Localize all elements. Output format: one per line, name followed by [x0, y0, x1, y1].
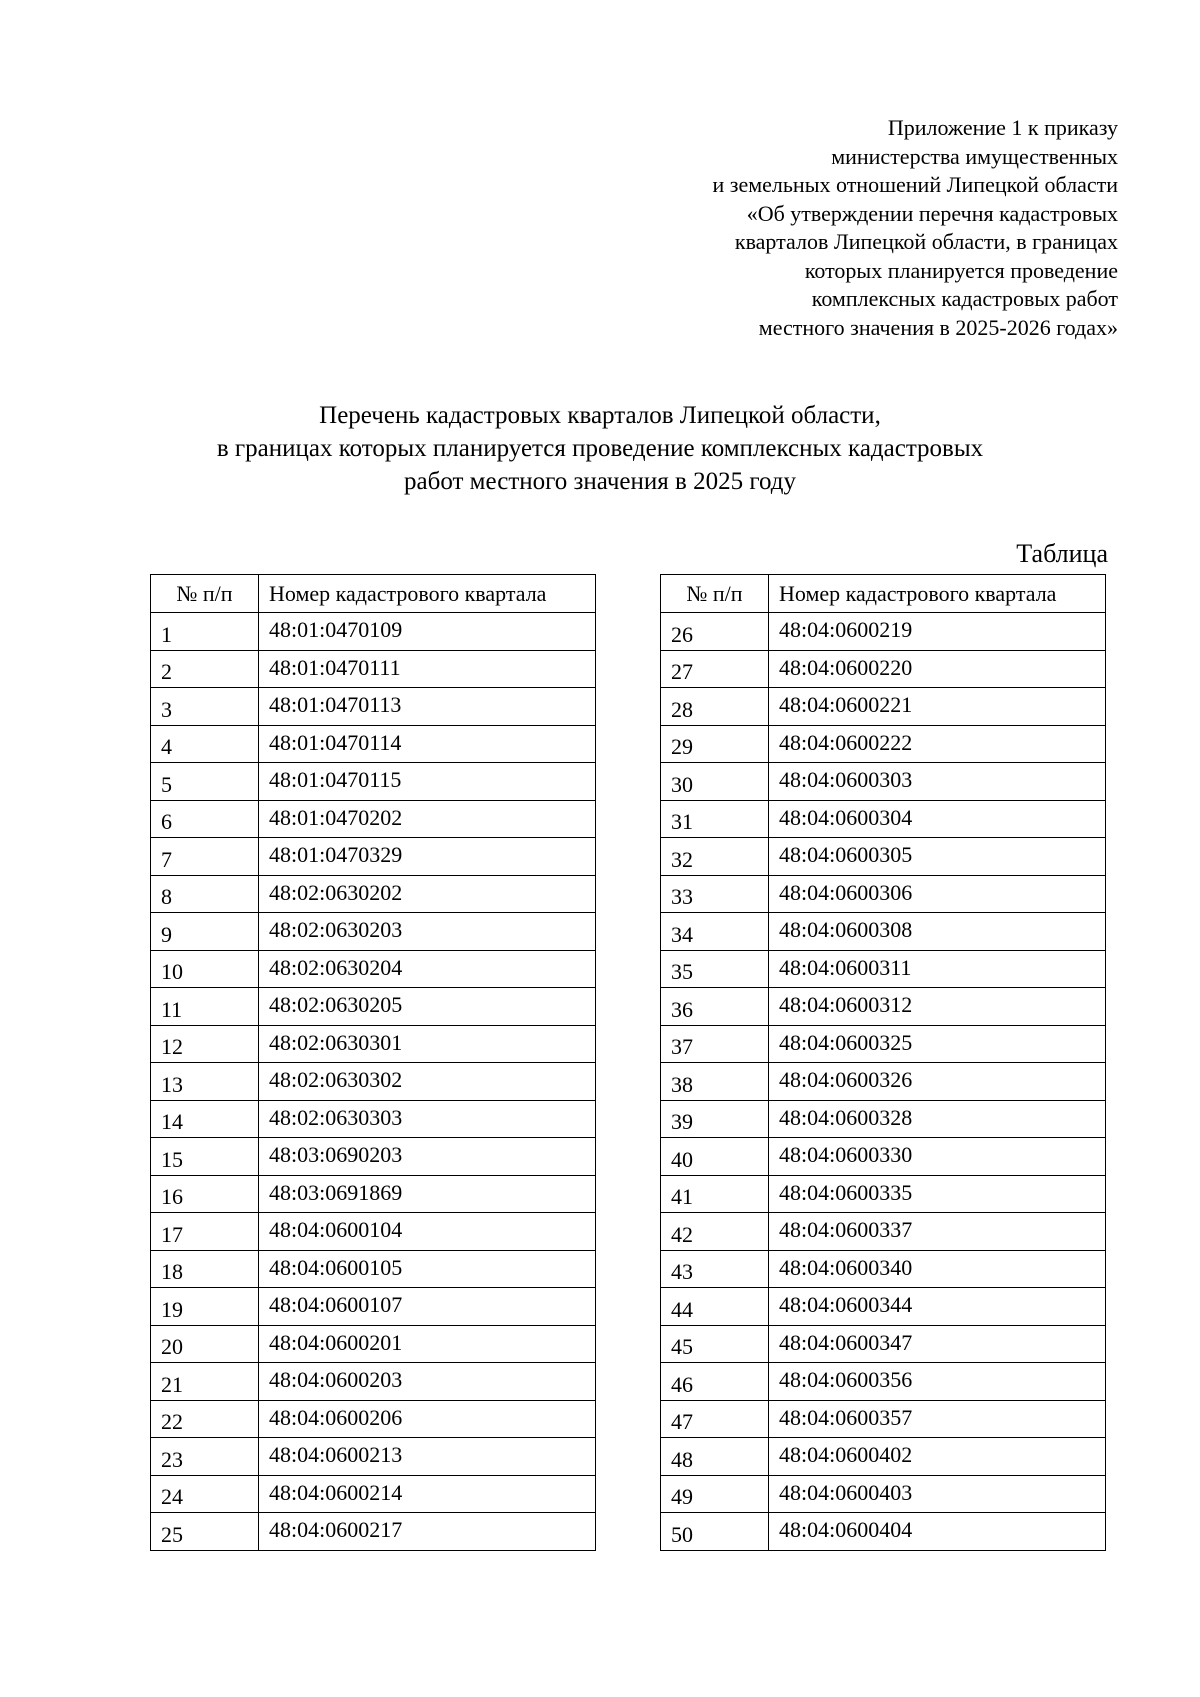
table-row	[661, 1213, 1106, 1251]
appendix-line: и земельных отношений Липецкой области	[712, 172, 1118, 197]
table-row	[661, 1175, 1106, 1213]
table-row	[151, 1288, 596, 1326]
row-number: 1	[151, 613, 259, 651]
cadastral-number: 48:04:0600304	[769, 800, 1106, 838]
title-line: Перечень кадастровых кварталов Липецкой области,	[319, 402, 881, 429]
row-number: 19	[151, 1288, 259, 1326]
cadastral-number: 48:02:0630202	[259, 875, 596, 913]
row-number: 40	[661, 1138, 769, 1176]
table-row	[661, 1138, 1106, 1176]
appendix-line: местного значения в 2025-2026 годах»	[758, 314, 1118, 340]
cadastral-number: 48:04:0600404	[769, 1513, 1106, 1551]
cadastral-number: 48:04:0600357	[769, 1400, 1106, 1438]
cadastral-number: 48:04:0600203	[259, 1363, 596, 1401]
table-row	[661, 1288, 1106, 1326]
table-row	[661, 1363, 1106, 1401]
cadastral-number: 48:02:0630303	[259, 1100, 596, 1138]
cadastral-number: 48:04:0600335	[769, 1175, 1106, 1213]
cadastral-number: 48:01:0470109	[259, 613, 596, 651]
title-line: в границах которых планируется проведение комплексных кадастровых	[216, 435, 984, 462]
table-row	[661, 988, 1106, 1026]
table-row	[661, 650, 1106, 688]
cadastral-number: 48:02:0630205	[259, 988, 596, 1026]
document-title	[130, 399, 1070, 498]
cadastral-number: 48:04:0600308	[769, 913, 1106, 951]
cadastral-number: 48:01:0470329	[259, 838, 596, 876]
row-number: 5	[151, 763, 259, 801]
table-row	[151, 763, 596, 801]
row-number: 47	[661, 1400, 769, 1438]
row-number: 50	[661, 1513, 769, 1551]
row-number: 42	[661, 1213, 769, 1251]
appendix-line: комплексных кадастровых работ	[811, 286, 1118, 311]
cadastral-number: 48:04:0600206	[259, 1400, 596, 1438]
cadastral-number: 48:04:0600217	[259, 1513, 596, 1551]
table-row	[151, 1250, 596, 1288]
cadastral-number: 48:04:0600214	[259, 1475, 596, 1513]
row-number: 25	[151, 1513, 259, 1551]
table-row	[151, 1213, 596, 1251]
row-number: 4	[151, 725, 259, 763]
cadastral-number: 48:04:0600219	[769, 613, 1106, 651]
cadastral-number: 48:04:0600104	[259, 1213, 596, 1251]
cadastral-table-left	[150, 574, 596, 1551]
cadastral-number: 48:04:0600303	[769, 763, 1106, 801]
row-number: 29	[661, 725, 769, 763]
table-row	[151, 1063, 596, 1101]
cadastral-number: 48:02:0630203	[259, 913, 596, 951]
cadastral-number: 48:01:0470115	[259, 763, 596, 801]
row-number: 18	[151, 1250, 259, 1288]
table-row	[661, 1400, 1106, 1438]
cadastral-number: 48:04:0600325	[769, 1025, 1106, 1063]
cadastral-number: 48:04:0600402	[769, 1438, 1106, 1476]
table-row	[151, 838, 596, 876]
table-row	[151, 1400, 596, 1438]
cadastral-number: 48:04:0600220	[769, 650, 1106, 688]
cadastral-number: 48:04:0600221	[769, 688, 1106, 726]
table-row	[151, 725, 596, 763]
cadastral-number: 48:04:0600340	[769, 1250, 1106, 1288]
cadastral-number: 48:03:0691869	[259, 1175, 596, 1213]
row-number: 3	[151, 688, 259, 726]
row-number: 13	[151, 1063, 259, 1101]
cadastral-number: 48:01:0470113	[259, 688, 596, 726]
table-caption: Таблица	[1016, 539, 1108, 568]
cadastral-number: 48:04:0600306	[769, 875, 1106, 913]
table-row	[151, 800, 596, 838]
cadastral-number: 48:04:0600213	[259, 1438, 596, 1476]
table-row	[661, 838, 1106, 876]
row-number: 9	[151, 913, 259, 951]
table-row	[661, 950, 1106, 988]
cadastral-number: 48:04:0600105	[259, 1250, 596, 1288]
table-row	[151, 875, 596, 913]
row-number: 37	[661, 1025, 769, 1063]
row-number: 43	[661, 1250, 769, 1288]
appendix-header	[558, 114, 1118, 342]
cadastral-number: 48:02:0630302	[259, 1063, 596, 1101]
row-number: 11	[151, 988, 259, 1026]
cadastral-number: 48:04:0600305	[769, 838, 1106, 876]
cadastral-number: 48:01:0470111	[259, 650, 596, 688]
row-number: 38	[661, 1063, 769, 1101]
header-cadastral-number: Номер кадастрового квартала	[259, 575, 596, 613]
row-number: 26	[661, 613, 769, 651]
row-number: 30	[661, 763, 769, 801]
appendix-line: кварталов Липецкой области, в границах	[734, 229, 1118, 254]
table-row	[151, 1175, 596, 1213]
cadastral-number: 48:04:0600328	[769, 1100, 1106, 1138]
row-number: 49	[661, 1475, 769, 1513]
table-row	[661, 1100, 1106, 1138]
row-number: 39	[661, 1100, 769, 1138]
cadastral-number: 48:04:0600222	[769, 725, 1106, 763]
cadastral-number: 48:04:0600201	[259, 1325, 596, 1363]
table-row	[151, 988, 596, 1026]
row-number: 34	[661, 913, 769, 951]
appendix-line: Приложение 1 к приказу	[887, 115, 1118, 140]
row-number: 7	[151, 838, 259, 876]
table-row	[151, 613, 596, 651]
row-number: 12	[151, 1025, 259, 1063]
table-row	[151, 913, 596, 951]
row-number: 44	[661, 1288, 769, 1326]
appendix-line: министерства имущественных	[831, 143, 1118, 169]
table-row	[661, 1063, 1106, 1101]
cadastral-number: 48:04:0600356	[769, 1363, 1106, 1401]
table-row	[151, 1475, 596, 1513]
cadastral-number: 48:04:0600107	[259, 1288, 596, 1326]
cadastral-number: 48:04:0600330	[769, 1138, 1106, 1176]
row-number: 33	[661, 875, 769, 913]
cadastral-number: 48:04:0600344	[769, 1288, 1106, 1326]
row-number: 32	[661, 838, 769, 876]
row-number: 27	[661, 650, 769, 688]
appendix-line: которых планируется проведение	[804, 257, 1118, 283]
row-number: 22	[151, 1400, 259, 1438]
cadastral-number: 48:04:0600326	[769, 1063, 1106, 1101]
table-header-row	[661, 575, 1106, 613]
row-number: 15	[151, 1138, 259, 1176]
row-number: 17	[151, 1213, 259, 1251]
row-number: 8	[151, 875, 259, 913]
table-row	[151, 1138, 596, 1176]
row-number: 21	[151, 1363, 259, 1401]
header-cadastral-number: Номер кадастрового квартала	[769, 575, 1106, 613]
cadastral-number: 48:02:0630301	[259, 1025, 596, 1063]
table-row	[661, 1475, 1106, 1513]
row-number: 16	[151, 1175, 259, 1213]
table-row	[661, 613, 1106, 651]
title-line: работ местного значения в 2025 году	[404, 468, 796, 495]
table-row	[661, 875, 1106, 913]
table-row	[661, 725, 1106, 763]
table-row	[151, 1363, 596, 1401]
row-number: 35	[661, 950, 769, 988]
table-row	[151, 1100, 596, 1138]
cadastral-number: 48:02:0630204	[259, 950, 596, 988]
table-row	[661, 1325, 1106, 1363]
cadastral-table-right	[660, 574, 1106, 1551]
cadastral-number: 48:04:0600403	[769, 1475, 1106, 1513]
table-row	[661, 1250, 1106, 1288]
appendix-line: «Об утверждении перечня кадастровых	[746, 200, 1118, 226]
table-row	[661, 763, 1106, 801]
row-number: 45	[661, 1325, 769, 1363]
row-number: 2	[151, 650, 259, 688]
row-number: 41	[661, 1175, 769, 1213]
row-number: 28	[661, 688, 769, 726]
table-row	[151, 1025, 596, 1063]
cadastral-number: 48:01:0470202	[259, 800, 596, 838]
row-number: 46	[661, 1363, 769, 1401]
table-row	[151, 650, 596, 688]
row-number: 14	[151, 1100, 259, 1138]
header-number: № п/п	[151, 575, 259, 613]
cadastral-number: 48:04:0600347	[769, 1325, 1106, 1363]
cadastral-number: 48:04:0600337	[769, 1213, 1106, 1251]
table-row	[661, 800, 1106, 838]
row-number: 23	[151, 1438, 259, 1476]
table-row	[151, 1513, 596, 1551]
row-number: 6	[151, 800, 259, 838]
table-row	[151, 688, 596, 726]
table-row	[661, 913, 1106, 951]
cadastral-number: 48:04:0600312	[769, 988, 1106, 1026]
cadastral-number: 48:04:0600311	[769, 950, 1106, 988]
table-row	[661, 1025, 1106, 1063]
row-number: 10	[151, 950, 259, 988]
cadastral-number: 48:03:0690203	[259, 1138, 596, 1176]
cadastral-number: 48:01:0470114	[259, 725, 596, 763]
table-row	[151, 1438, 596, 1476]
table-row	[661, 1513, 1106, 1551]
header-number: № п/п	[661, 575, 769, 613]
table-header-row	[151, 575, 596, 613]
table-row	[661, 688, 1106, 726]
row-number: 48	[661, 1438, 769, 1476]
table-row	[151, 950, 596, 988]
row-number: 20	[151, 1325, 259, 1363]
row-number: 31	[661, 800, 769, 838]
table-row	[151, 1325, 596, 1363]
row-number: 24	[151, 1475, 259, 1513]
row-number: 36	[661, 988, 769, 1026]
table-row	[661, 1438, 1106, 1476]
